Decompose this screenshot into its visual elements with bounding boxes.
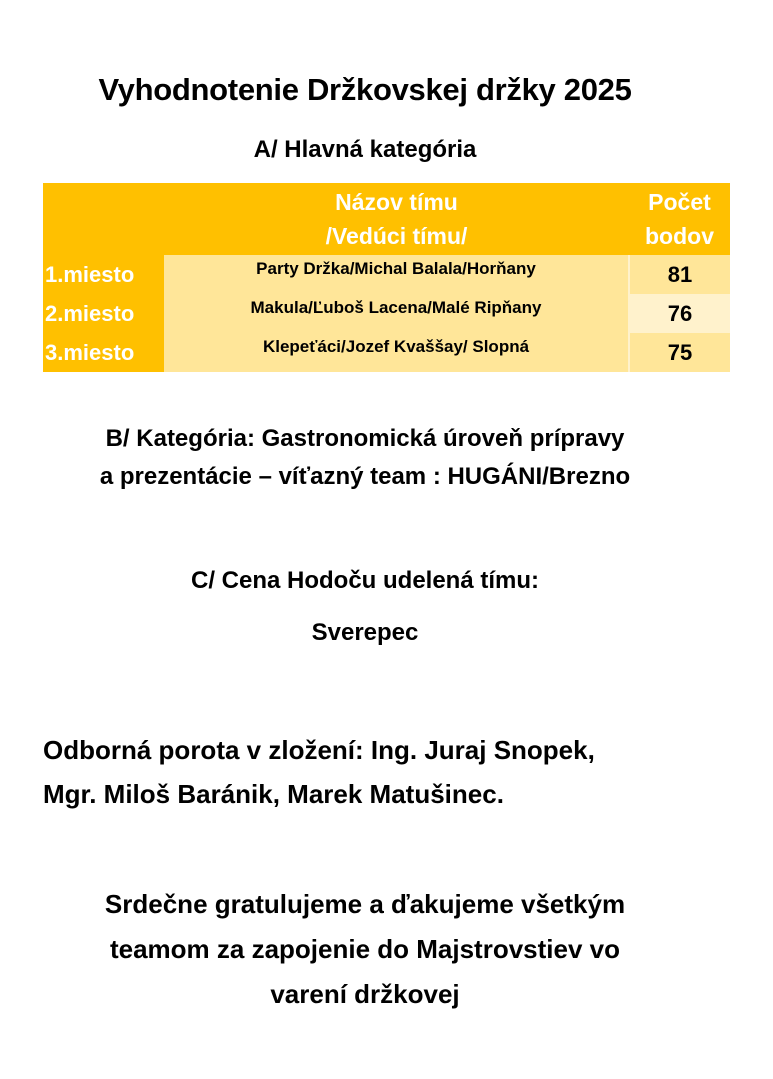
category-c-winner: Sverepec <box>311 619 419 646</box>
place-cell: 2.miesto <box>43 294 164 333</box>
header-team-cell <box>164 183 629 255</box>
header-points-line2: bodov <box>645 223 714 249</box>
table-header-row <box>43 183 730 255</box>
place-cell: 3.miesto <box>43 333 164 372</box>
results-table <box>43 183 730 372</box>
points-cell: 76 <box>629 294 730 333</box>
thanks-line2: teamom za zapojenie do Majstrovstiev vo <box>109 934 621 964</box>
jury-line1: Odborná porota v zložení: Ing. Juraj Snopek, <box>43 735 595 765</box>
category-b-line1: B/ Kategória: Gastronomická úroveň prípravy <box>105 425 625 452</box>
header-points-cell <box>629 183 730 255</box>
points-cell: 81 <box>629 255 730 294</box>
place-cell: 1.miesto <box>43 255 164 294</box>
jury-section <box>43 728 743 816</box>
category-b-section <box>0 420 730 496</box>
table-row <box>43 294 730 333</box>
category-b-line2: a prezentácie – víťazný team : HUGÁNI/Brezno <box>99 463 631 490</box>
points-cell: 75 <box>629 333 730 372</box>
thanks-section <box>0 882 730 1017</box>
category-a-heading: A/ Hlavná kategória <box>253 136 477 163</box>
team-cell: Klepeťáci/Jozef Kvaššay/ Slopná <box>164 333 629 372</box>
thanks-line3: varení držkovej <box>270 979 460 1009</box>
team-cell: Party Držka/Michal Balala/Horňany <box>164 255 629 294</box>
thanks-line1: Srdečne gratulujeme a ďakujeme všetkým <box>104 889 626 919</box>
header-team-line1: Názov tímu <box>335 189 458 215</box>
table-row <box>43 255 730 294</box>
category-c-heading: C/ Cena Hodoču udelená tímu: <box>190 567 540 594</box>
table-row <box>43 333 730 372</box>
jury-line2: Mgr. Miloš Baránik, Marek Matušinec. <box>43 779 504 809</box>
header-points-line1: Počet <box>648 189 711 215</box>
team-cell: Makula/Ľuboš Lacena/Malé Ripňany <box>164 294 629 333</box>
page-title: Vyhodnotenie Držkovskej držky 2025 <box>98 72 632 107</box>
header-team-line2: /Vedúci tímu/ <box>325 223 468 249</box>
header-place-cell <box>43 183 164 255</box>
